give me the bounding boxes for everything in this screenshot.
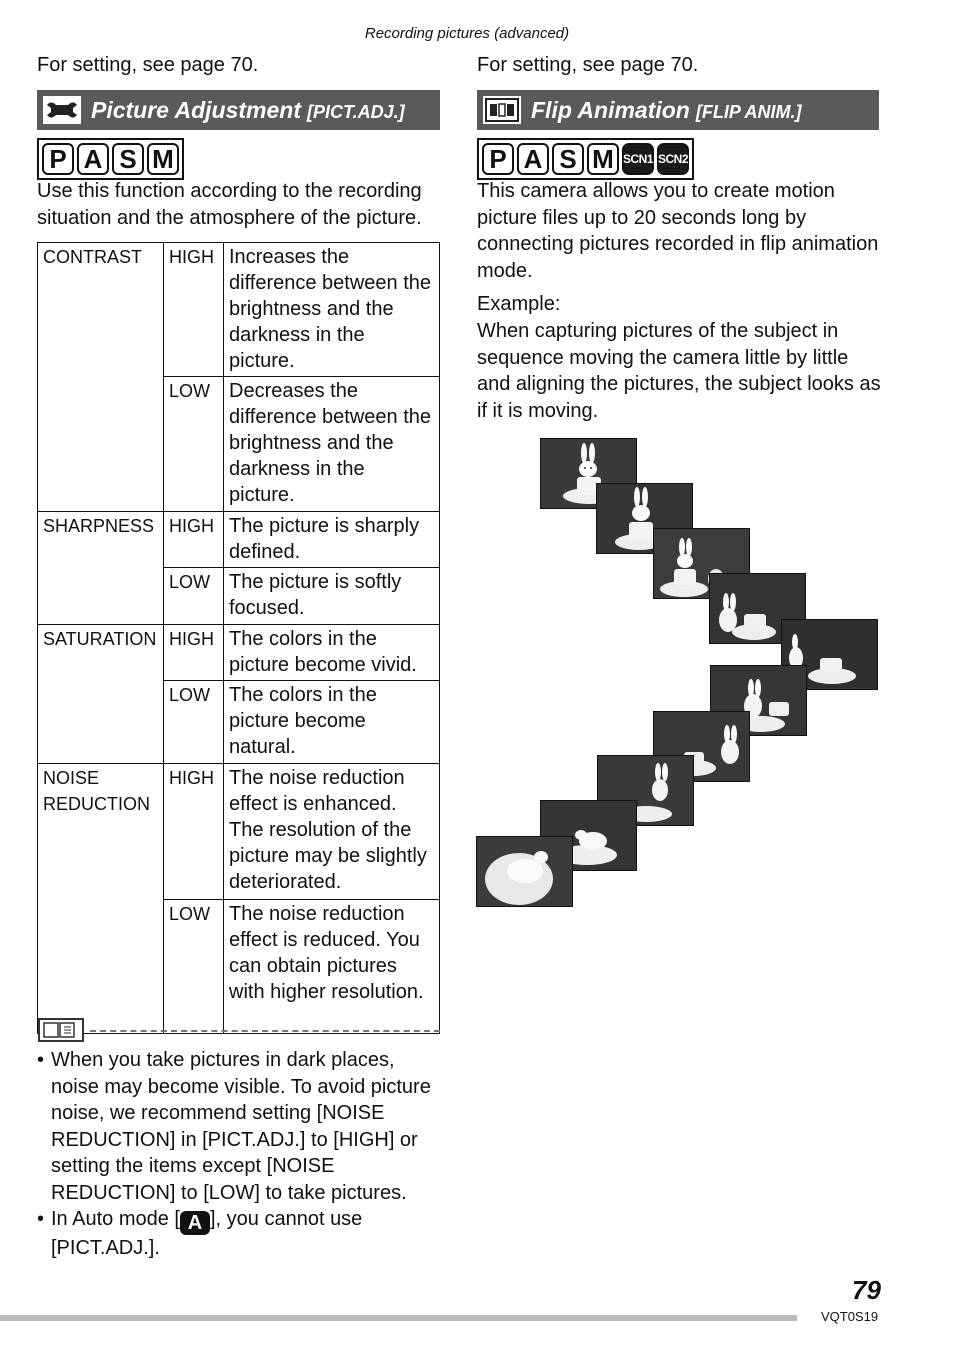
footer-bar [0,1315,797,1321]
mode-p-icon: P [42,143,74,175]
notes-divider [90,1030,440,1032]
picture-adjustment-table [37,242,440,1034]
level-cell: LOW [164,900,224,1034]
description-cell: The picture is sharply defined. [224,512,440,568]
document-code: VQT0S19 [821,1309,879,1324]
level-cell: HIGH [164,764,224,900]
right-mode-icons [477,138,694,180]
example-label: Example: [477,293,561,315]
list-item: • When you take pictures in dark places, noise may become visible. To avoid picture noise, we recommend setting [NOISE REDUCTION] in [PICT.ADJ.] to [HIGH] or setting the items except [NOISE REDUCTION] to [LOW] to take pictures. [37,1049,431,1204]
table-row [38,512,440,568]
page-number: 79 [852,1275,881,1305]
mode-a-icon: A [517,143,549,175]
table-row [38,243,440,377]
flip-animation-icon [483,96,521,124]
description-cell: The picture is softly focused. [224,568,440,625]
section-title: Flip Animation [FLIP ANIM.] [531,96,802,123]
category-cell: SATURATION [38,625,164,764]
description-cell: The colors in the picture become natural. [224,681,440,764]
level-cell: HIGH [164,625,224,681]
mode-s-icon: S [112,143,144,175]
table-row [38,625,440,681]
flip-animation-intro: This camera allows you to create motion picture files up to 20 seconds long by connecting pictures recorded in flip animation mode. [477,180,879,282]
level-cell: LOW [164,377,224,512]
description-cell: Increases the difference between the brightness and the darkness in the picture. [224,243,440,377]
note-text: When you take pictures in dark places, noise may become visible. To avoid picture noise, we recommend setting [NOISE REDUCTION] in [PICT.ADJ.] to [HIGH] or setting the items except [NOISE REDUCTION] to [LOW] to take pictures. [51,1049,431,1204]
mode-p-icon: P [482,143,514,175]
level-cell: HIGH [164,243,224,377]
level-cell: LOW [164,681,224,764]
category-cell: SHARPNESS [38,512,164,625]
level-cell: HIGH [164,512,224,568]
level-cell: LOW [164,568,224,625]
mode-scn1-icon: SCN1 [622,143,654,175]
mode-s-icon: S [552,143,584,175]
flip-animation-header [477,90,879,130]
wrench-icon [43,96,81,124]
sequence-photo [476,836,573,907]
description-cell: The colors in the picture become vivid. [224,625,440,681]
mode-m-icon: M [147,143,179,175]
example-text: When capturing pictures of the subject in sequence moving the camera little by little and aligning the pictures, the subject looks as if it is moving. [477,320,881,422]
category-cell: NOISE REDUCTION [38,764,164,1034]
right-setting-reference: For setting, see page 70. [477,54,699,76]
mode-a-icon: A [77,143,109,175]
left-mode-icons [37,138,184,180]
picture-adjustment-header [37,90,440,130]
notes-book-icon [38,1018,84,1042]
table-row [38,764,440,900]
picture-adjustment-intro: Use this function according to the recording situation and the atmosphere of the picture. [37,180,422,229]
description-cell: Decreases the difference between the brightness and the darkness in the picture. [224,377,440,512]
notes-list [37,1047,442,1262]
flip-animation-sequence [476,438,880,912]
category-cell: CONTRAST [38,243,164,512]
running-head: Recording pictures (advanced) [364,25,570,42]
auto-mode-icon: A [180,1211,210,1235]
list-item: • In Auto mode [ A ], you cannot use [PICT.ADJ.]. [37,1208,363,1260]
mode-scn2-icon: SCN2 [657,143,689,175]
description-cell: The noise reduction effect is enhanced. The resolution of the picture may be slightly deteriorated. [224,764,440,900]
left-setting-reference: For setting, see page 70. [37,54,259,76]
mode-m-icon: M [587,143,619,175]
description-cell: The noise reduction effect is reduced. You can obtain pictures with higher resolution. [224,900,440,1034]
section-title: Picture Adjustment [PICT.ADJ.] [91,96,405,123]
